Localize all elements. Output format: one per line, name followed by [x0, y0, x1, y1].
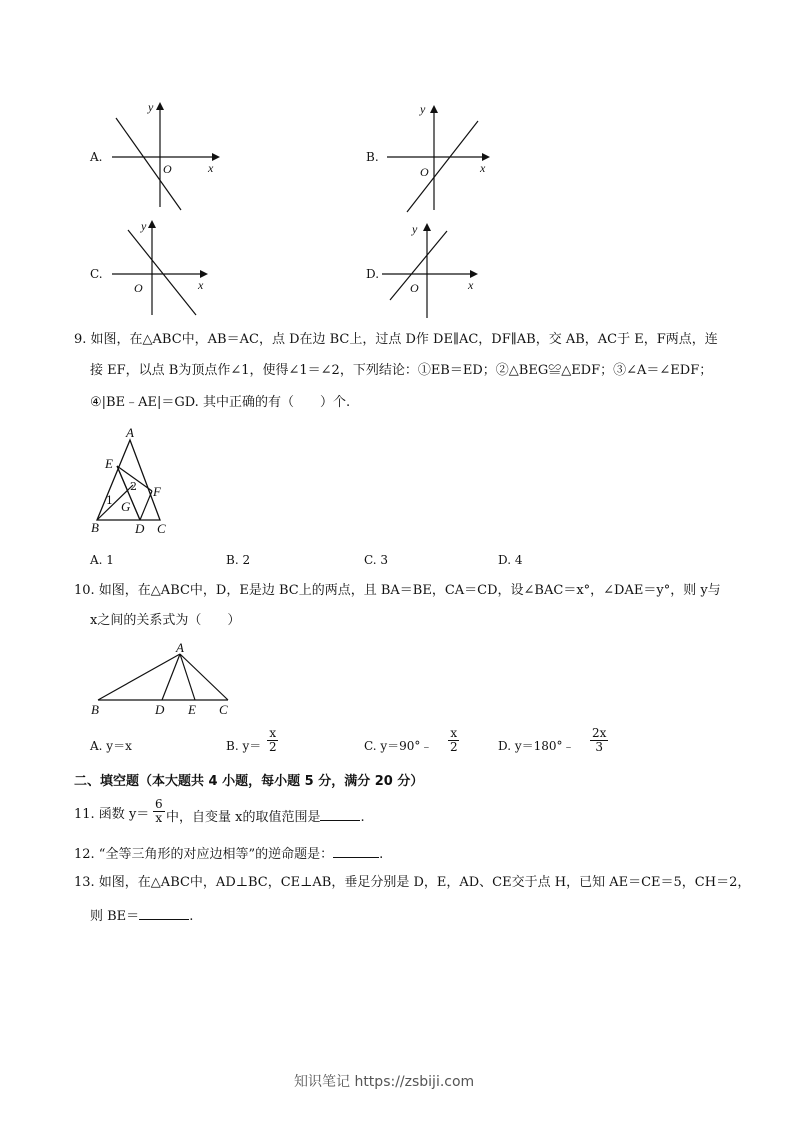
q9-line1: 9. 如图，在△ABC中，AB＝AC，点 D在边 BC上，过点 D作 DE∥AC，DF∥AB，交 AB，AC于 E，F两点，连 [74, 332, 718, 347]
option-c-letter: C. [90, 267, 103, 281]
option-d-letter: D. [366, 267, 380, 281]
option-b-letter: B. [366, 150, 379, 164]
graph-d-origin-label: O [410, 281, 419, 295]
q11-numerator: 6 [155, 797, 163, 811]
q9-label-angle1: 1 [106, 494, 113, 507]
q11-prefix: 11. 函数 y＝ [74, 807, 150, 822]
q12-end: . [379, 847, 384, 862]
q13-line2-prefix: 则 BE＝ [90, 909, 140, 924]
q10-line2: x之间的关系式为（ ） [90, 613, 241, 628]
q12-answer-blank[interactable] [333, 843, 379, 858]
q10-option-b-fraction [267, 727, 279, 754]
q9-line2: 接 EF，以点 B为顶点作∠1，使得∠1＝∠2，下列结论：①EB＝ED；②△BEG≌△EDF；③∠A＝∠EDF； [90, 363, 713, 378]
graph-c-x-label: x [198, 278, 204, 292]
q9-label-angle2: 2 [130, 480, 137, 493]
q11-answer-blank[interactable] [320, 806, 360, 821]
q10-option-c-numerator: x [450, 726, 458, 740]
q13-line1: 13. 如图，在△ABC中，AD⊥BC，CE⊥AB，垂足分别是 D，E，AD、CE交于点 H，已知 AE＝CE＝5，CH＝2， [74, 875, 751, 890]
footer-watermark: 知识笔记 https://zsbiji.com [294, 1074, 475, 1090]
q10-option-b-denominator: 2 [269, 740, 277, 754]
q10-option-c-fraction [448, 727, 460, 754]
q9-line3: ④|BE﹣AE|＝GD. 其中正确的有（ ）个. [90, 395, 351, 410]
q9-label-d: D [135, 521, 145, 536]
graph-b-x-label: x [480, 161, 486, 175]
q10-label-b: B [91, 702, 99, 717]
graph-c-origin-label: O [134, 281, 143, 295]
section-title-fill-in: 二、填空题（本大题共 4 小题，每小题 5 分，满分 20 分） [74, 774, 424, 789]
q9-label-e: E [105, 456, 113, 471]
q9-label-f: F [153, 484, 161, 499]
q13-line2 [90, 905, 193, 926]
graph-d-y-label: y [412, 222, 418, 236]
q10-option-c-prefix: C. y＝90°﹣ [364, 739, 433, 753]
q9-label-a: A [126, 425, 134, 440]
q9-label-b: B [91, 520, 99, 535]
q12-text: 12. “全等三角形的对应边相等”的逆命题是： [74, 847, 334, 862]
q9-option-b: B. 2 [226, 553, 251, 567]
graph-a-x-label: x [208, 161, 214, 175]
graph-b-origin-label: O [420, 165, 429, 179]
q13-answer-blank[interactable] [139, 905, 189, 920]
q9-label-c: C [157, 521, 166, 536]
graph-c-y-label: y [141, 219, 147, 233]
q9-label-g: G [121, 499, 131, 514]
q9-option-d: D. 4 [498, 553, 523, 567]
q11-suffix [166, 806, 365, 827]
q9-option-a: A. 1 [90, 553, 114, 567]
q13-end: . [189, 909, 194, 924]
q10-option-d-prefix: D. y＝180°﹣ [498, 739, 575, 753]
q10-label-d: D [155, 702, 165, 717]
q12-line [74, 843, 383, 864]
q10-option-d-fraction [590, 727, 608, 754]
q10-label-a: A [176, 640, 184, 655]
q11-suffix-text: 中，自变量 x的取值范围是 [166, 810, 321, 825]
q11-end: . [360, 810, 365, 825]
q10-option-b-prefix: B. y＝ [226, 739, 262, 753]
q11-denominator: x [155, 811, 163, 825]
q10-option-b-numerator: x [269, 726, 277, 740]
option-a-letter: A. [90, 150, 103, 164]
q10-option-a: A. y＝x [90, 739, 132, 753]
graph-a-origin-label: O [163, 162, 172, 176]
q10-option-c-denominator: 2 [450, 740, 458, 754]
q11-fraction [153, 798, 165, 825]
q10-option-d-numerator: 2x [592, 726, 607, 740]
graph-d-x-label: x [468, 278, 474, 292]
q10-line1: 10. 如图，在△ABC中，D，E是边 BC上的两点，且 BA＝BE，CA＝CD，设∠BAC＝x°，∠DAE＝y°，则 y与 [74, 583, 721, 598]
q9-option-c: C. 3 [364, 553, 389, 567]
q10-label-c: C [219, 702, 228, 717]
graph-b-y-label: y [420, 102, 426, 116]
graph-a-y-label: y [148, 100, 154, 114]
q10-label-e: E [188, 702, 196, 717]
q10-option-d-denominator: 3 [595, 740, 604, 754]
